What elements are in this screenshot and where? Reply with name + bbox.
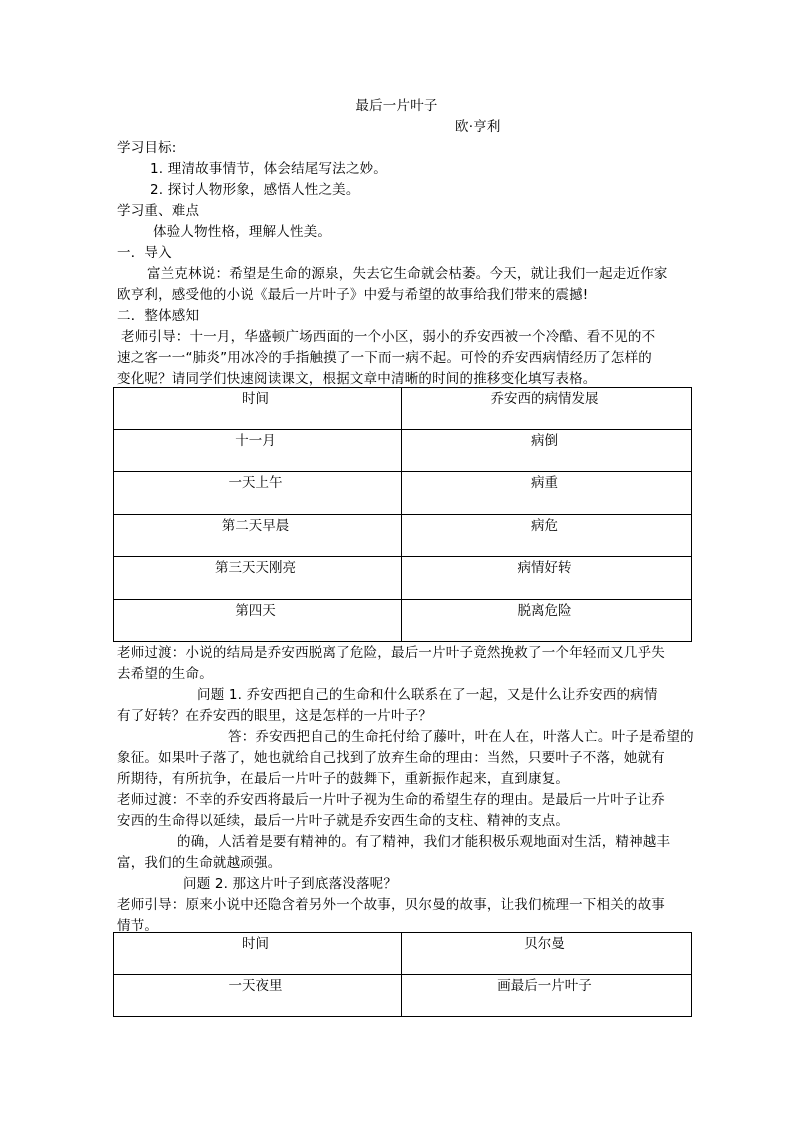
spirit-line-2: 富，我们的生命就越顽强。: [117, 855, 282, 871]
overall-heading: 二．整体感知: [117, 308, 200, 324]
table-cell: 画最后一片叶子: [402, 975, 692, 1017]
answer-1-line-1: 答：乔安西把自己的生命托付给了藤叶，叶在人在，叶落人亡。叶子是希望的: [228, 729, 694, 745]
table-header-cell: 贝尔曼: [402, 933, 692, 975]
table-header-cell: 时间: [114, 933, 402, 975]
intro-line-1: 富兰克林说：希望是生命的源泉，失去它生命就会枯萎。今天，就让我们一起走近作家: [147, 266, 668, 282]
answer-1-line-3: 所期待，有所抗争，在最后一片叶子的鼓舞下，重新振作起来，直到康复。: [117, 771, 570, 787]
table-cell: 病重: [402, 472, 692, 515]
bearman-story-table: [113, 932, 692, 1017]
table-cell: 十一月: [114, 430, 402, 472]
spirit-line-1: 的确，人活着是要有精神的。有了精神，我们才能积极乐观地面对生活，精神越丰: [177, 834, 671, 850]
table-cell: 第二天早晨: [114, 515, 402, 557]
answer-1-line-2: 象征。如果叶子落了，她也就给自己找到了放弃生命的理由：当然，只要叶子不落，她就有: [117, 750, 665, 766]
intro-line-2: 欧亨利，感受他的小说《最后一片叶子》中爱与希望的故事给我们带来的震撼!: [117, 287, 589, 303]
guide-2-line-2: 情节。: [117, 918, 159, 934]
overall-line-2: 速之客一一“肺炎”用冰冷的手指触摸了一下而一病不起。可怜的乔安西病情经历了怎样的: [117, 350, 652, 366]
key-points-heading: 学习重、难点: [117, 203, 200, 219]
goals-heading: 学习目标:: [117, 140, 177, 156]
table-header-cell: 乔安西的病情发展: [402, 388, 692, 430]
table-cell: 脱离危险: [402, 600, 692, 642]
table-row: [114, 472, 692, 515]
table-cell: 第三天天刚亮: [114, 557, 402, 600]
author-name: 欧·亨利: [455, 119, 501, 135]
document-title: 最后一片叶子: [355, 98, 438, 114]
table-row: [114, 515, 692, 557]
question-2: 问题 2. 那这片叶子到底落没落呢？: [183, 876, 398, 892]
table-cell: 病倒: [402, 430, 692, 472]
goal-item-2: 2. 探讨人物形象，感悟人性之美。: [150, 182, 360, 198]
table-cell: 一天夜里: [114, 975, 402, 1017]
table-header-cell: 时间: [114, 388, 402, 430]
question-1-line-1: 问题 1. 乔安西把自己的生命和什么联系在了一起，又是什么让乔安西的病情: [197, 687, 658, 703]
intro-heading: 一．导入: [117, 245, 172, 261]
transition-2-line-1: 老师过渡：不幸的乔安西将最后一片叶子视为生命的希望生存的理由。是最后一片叶子让乔: [117, 792, 665, 808]
table-cell: 第四天: [114, 600, 402, 642]
table-row: [114, 557, 692, 600]
goal-item-1: 1. 理清故事情节，体会结尾写法之妙。: [150, 161, 387, 177]
question-1-line-2: 有了好转？在乔安西的眼里，这是怎样的一片叶子？: [117, 708, 433, 724]
table-row: [114, 600, 692, 642]
transition-1-line-2: 去希望的生命。: [117, 666, 213, 682]
table-row: [114, 430, 692, 472]
table-header-row: [114, 933, 692, 975]
key-points-text: 体验人物性格，理解人性美。: [153, 224, 332, 240]
transition-2-line-2: 安西的生命得以延续，最后一片叶子就是乔安西生命的支柱、精神的支点。: [117, 813, 570, 829]
table-cell: 病危: [402, 515, 692, 557]
guide-2-line-1: 老师引导：原来小说中还隐含着另外一个故事，贝尔曼的故事，让我们梳理一下相关的故事: [117, 897, 665, 913]
table-row: [114, 975, 692, 1017]
illness-progress-table: [113, 387, 692, 642]
table-header-row: [114, 388, 692, 430]
overall-line-3: 变化呢？请同学们快速阅读课文，根据文章中清晰的时间的推移变化填写表格。: [117, 371, 597, 387]
table-cell: 一天上午: [114, 472, 402, 515]
transition-1-line-1: 老师过渡：小说的结局是乔安西脱离了危险，最后一片叶子竟然挽救了一个年轻而又几乎失: [117, 645, 665, 661]
overall-line-1: 老师引导：十一月，华盛顿广场西面的一个小区，弱小的乔安西被一个冷酷、看不见的不: [121, 329, 656, 345]
table-cell: 病情好转: [402, 557, 692, 600]
